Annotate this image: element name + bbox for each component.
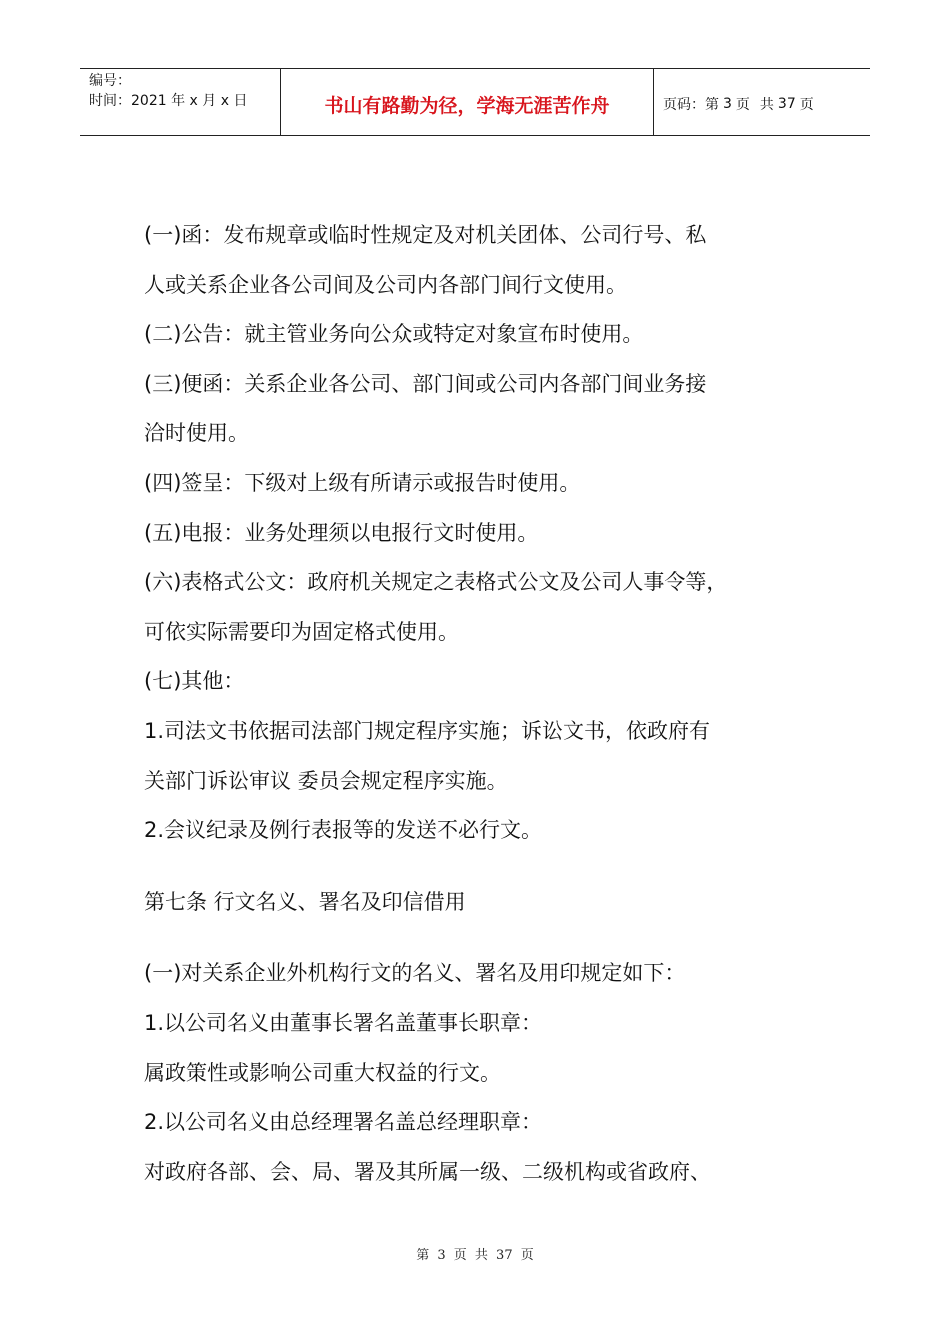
body-line: (三)便函：关系企业各公司、部门间或公司内各部门间业务接	[144, 371, 707, 396]
body-line: 1.以公司名义由董事长署名盖董事长职章：	[144, 1010, 543, 1035]
body-line: (四)签呈：下级对上级有所请示或报告时使用。	[144, 470, 581, 495]
document-body	[144, 211, 794, 1197]
body-line: 1.司法文书依据司法部门规定程序实施；诉讼文书，依政府有	[144, 718, 711, 743]
document-number-label: 编号：	[89, 73, 131, 89]
body-line: (五)电报：业务处理须以电报行文时使用。	[144, 520, 539, 545]
body-line: (六)表格式公文：政府机关规定之表格式公文及公司人事令等，	[144, 570, 728, 595]
body-line: 2.会议纪录及例行表报等的发送不必行文。	[144, 818, 543, 843]
header-page-info	[654, 69, 870, 135]
page-footer: 第 3 页 共 37 页	[416, 1248, 534, 1263]
page-unit: 页	[735, 97, 750, 113]
body-line: (一)对关系企业外机构行文的名义、署名及用印规定如下：	[144, 961, 686, 986]
header-motto: 书山有路勤为径，学海无涯苦作舟	[281, 69, 654, 135]
section-title: 第七条 行文名义、署名及印信借用	[144, 889, 466, 914]
total-label: 共	[759, 97, 774, 113]
body-line: 属政策性或影响公司重大权益的行文。	[144, 1060, 501, 1085]
body-line: 洽时使用。	[144, 421, 249, 446]
total-unit: 页	[799, 97, 814, 113]
total-number: 37	[777, 96, 796, 112]
body-line: (一)函：发布规章或临时性规定及对机关团体、公司行号、私	[144, 223, 707, 247]
document-header	[80, 68, 870, 136]
page-number: 3	[723, 96, 732, 112]
body-line: 可依实际需要印为固定格式使用。	[144, 619, 459, 644]
header-meta	[80, 69, 281, 135]
body-line: 2.以公司名义由总经理署名盖总经理职章：	[144, 1110, 543, 1135]
page-label: 页码：第	[663, 97, 719, 113]
body-line: (二)公告：就主管业务向公众或特定对象宣布时使用。	[144, 322, 644, 347]
body-line: (七)其他：	[144, 669, 245, 694]
body-line: 人或关系企业各公司间及公司内各部门间行文使用。	[144, 272, 627, 297]
document-time-label: 时间：2021 年 x 月 x 日	[89, 93, 248, 109]
body-line: 关部门诉讼审议 委员会规定程序实施。	[144, 768, 508, 793]
body-line: 对政府各部、会、局、署及其所属一级、二级机构或省政府、	[144, 1159, 711, 1184]
